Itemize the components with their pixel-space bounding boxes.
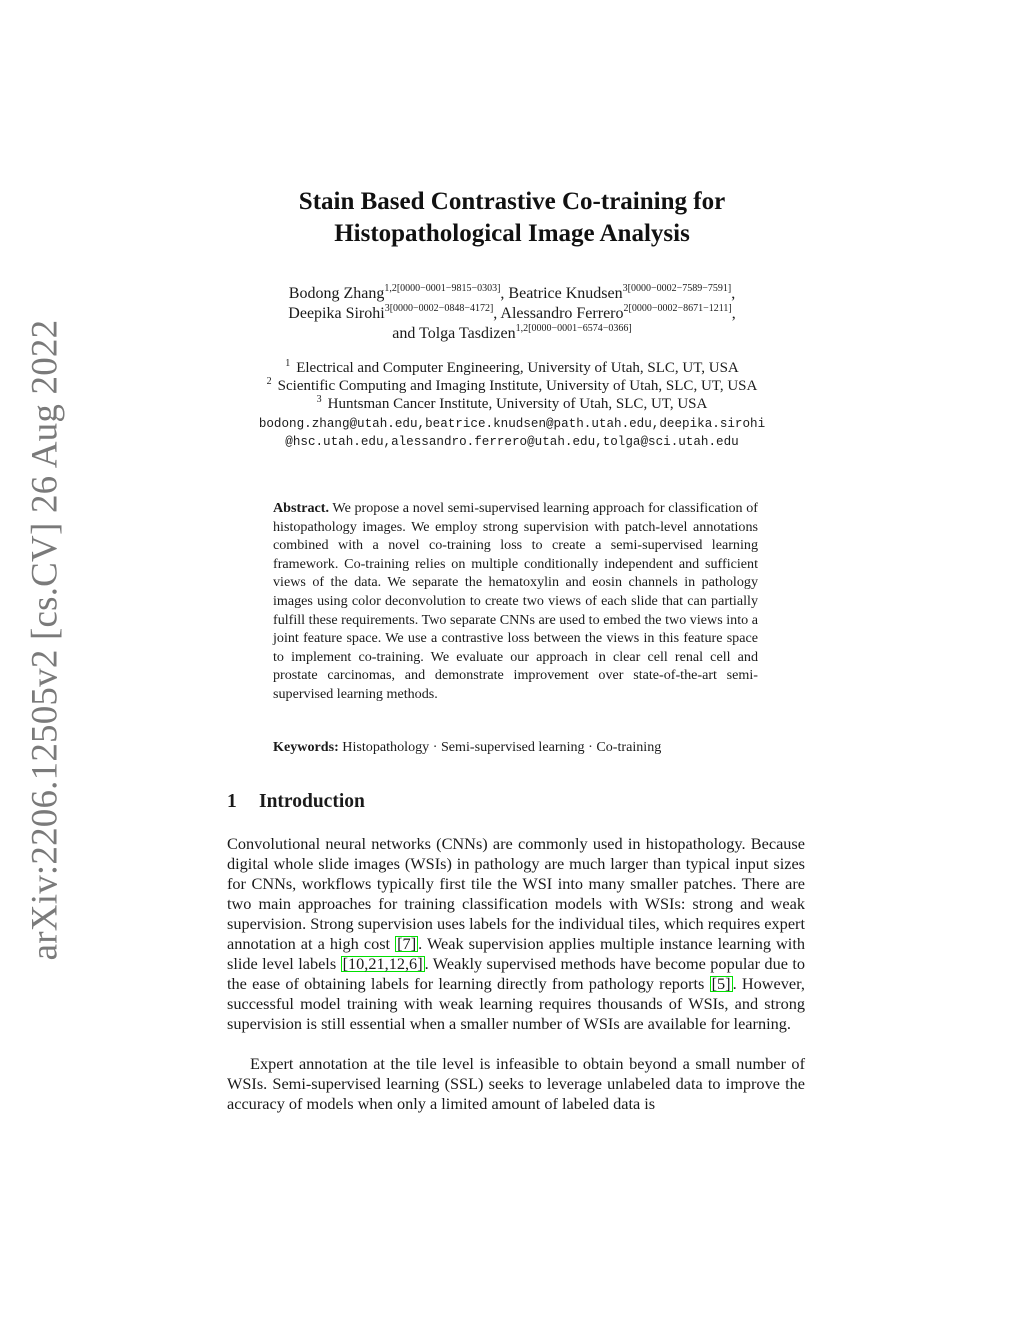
citation-link[interactable]: [5] xyxy=(711,974,731,993)
author-name: Bodong Zhang xyxy=(288,285,385,302)
author-name: Alessandro Ferrero xyxy=(500,305,624,322)
author-separator: , xyxy=(731,305,736,322)
author-orcid: 1,2[0000−0001−9815−0303] xyxy=(384,283,501,294)
keywords-label: Keywords: xyxy=(273,739,339,755)
section-title: Introduction xyxy=(259,791,365,812)
affiliation-text: Huntsman Cancer Institute, University of Utah, SLC, UT, USA xyxy=(327,396,708,412)
email-line-1: bodong.zhang@utah.edu,beatrice.knudsen@path.utah.edu,deepika.sirohi xyxy=(258,417,766,431)
paragraph-text: Convolutional neural networks (CNNs) are commonly used in histopathology. Because digital whole slide images (WSIs) in pathology are much larger than typical input sizes for CNNs, workflows typically first tile the WSI into many smaller patches. There are two main approaches for training classification models with WSIs: strong and weak supervision. Strong supervision uses labels for the individual tiles, which requires expert annotation at a high cost xyxy=(227,834,805,953)
author-separator: , xyxy=(731,285,736,302)
affiliation-number: 2 xyxy=(266,376,272,387)
intro-paragraph-1 xyxy=(227,834,805,1034)
author-orcid: 1,2[0000−0001−6574−0366] xyxy=(515,323,632,334)
affiliation-3 xyxy=(0,395,1024,416)
abstract xyxy=(273,499,758,704)
author-name: Tolga Tasdizen xyxy=(419,325,516,342)
paragraph-text: . However, successful model training with weak learning requires thousands of WSIs, and strong supervision is still essential when a smaller number of WSIs are available for learning. xyxy=(227,974,805,1033)
abstract-text: We propose a novel semi-supervised learning approach for classification of histopathology images. We employ strong supervision with patch-level annotations combined with a novel co-training loss to create a semi-supervised learning framework. Co-training relies on multiple conditionally independent and sufficient views of the data. We separate the hematoxylin and eosin channels in pathology images using color deconvolution to create two views of each slide that can partially fulfill these requirements. Two separate CNNs are used to embed the two views into a joint feature space. We use a contrastive loss between the views in this feature space to implement co-training. We evaluate our approach in clear cell renal cell and prostate carcinomas, and demonstrate improvement over state-of-the-art semi-supervised learning methods. xyxy=(273,500,758,702)
paper-title-line-2: Histopathological Image Analysis xyxy=(334,220,690,247)
abstract-label: Abstract. xyxy=(273,500,329,516)
affiliation-number: 3 xyxy=(316,394,322,405)
author-orcid: 3[0000−0002−7589−7591] xyxy=(622,283,732,294)
affiliation-number: 1 xyxy=(285,358,291,369)
paragraph-text: . Weak supervision applies multiple instance learning with slide level labels xyxy=(227,934,805,973)
section-heading xyxy=(227,791,365,813)
author-separator: , xyxy=(500,285,509,302)
keywords-text: Histopathology · Semi-supervised learning · Co-training xyxy=(342,739,662,755)
paragraph-text: . Weakly supervised methods have become popular due to the ease of obtaining labels for learning directly from pathology reports xyxy=(227,954,806,993)
citation-link[interactable]: [7] xyxy=(397,934,417,953)
author-orcid: 3[0000−0002−0848−4172] xyxy=(384,303,494,314)
author-orcid: 2[0000−0002−8671−1211] xyxy=(623,303,732,314)
author-name: Deepika Sirohi xyxy=(288,305,385,322)
section-number: 1 xyxy=(227,791,237,812)
arxiv-stamp: arXiv:2206.12505v2 [cs.CV] 26 Aug 2022 xyxy=(24,319,66,961)
citation-link[interactable]: [10,21,12,6] xyxy=(342,954,423,973)
paper-title-line-1: Stain Based Contrastive Co-training for xyxy=(298,188,726,215)
email-line-2: @hsc.utah.edu,alessandro.ferrero@utah.edu,tolga@sci.utah.edu xyxy=(285,435,739,449)
author-separator: , xyxy=(493,305,501,322)
author-prefix: and xyxy=(392,325,420,342)
intro-paragraph-2: Expert annotation at the tile level is infeasible to obtain beyond a small number of WSIs. Semi-supervised learning (SSL) seeks to leverage unlabeled data to improve the accuracy of models when only a limited amount of labeled data is xyxy=(227,1054,805,1113)
author-name: Beatrice Knudsen xyxy=(508,285,623,302)
keywords xyxy=(273,738,758,757)
authors-line-3 xyxy=(0,323,1024,347)
affiliation-text: Electrical and Computer Engineering, University of Utah, SLC, UT, USA xyxy=(296,360,739,376)
affiliation-text: Scientific Computing and Imaging Institute, University of Utah, SLC, UT, USA xyxy=(277,378,758,394)
